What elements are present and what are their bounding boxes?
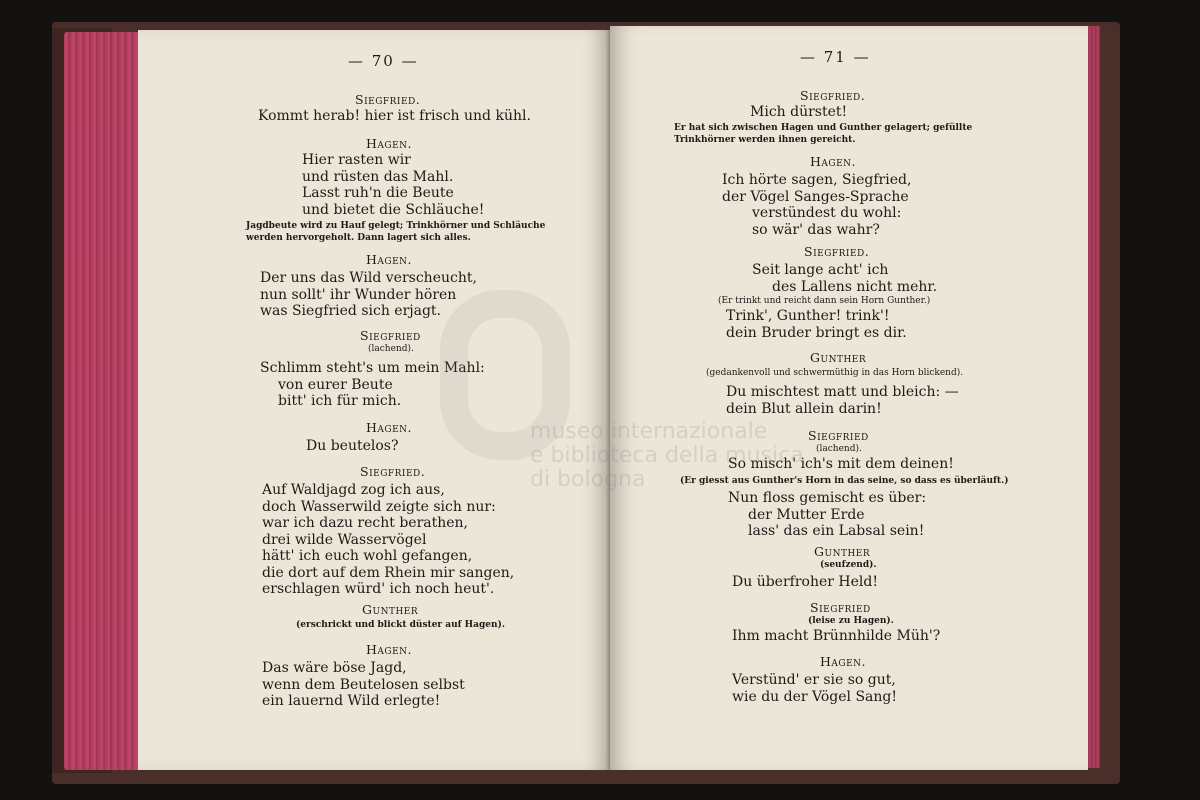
verse-line: bitt' ich für mich. [278, 393, 402, 409]
verse-line: Ihm macht Brünnhilde Müh'? [732, 628, 941, 644]
direction-line: Trinkhörner werden ihnen gereicht. [674, 135, 856, 145]
direction-line: werden hervorgeholt. Dann lagert sich alles. [246, 233, 471, 243]
verse [260, 270, 477, 320]
stage-direction [674, 122, 972, 146]
stage-direction: (Er trinkt und reicht dann sein Horn Gunther.) [718, 296, 931, 306]
page-number: — 70 — [348, 52, 419, 70]
verse [262, 482, 514, 598]
speaker: Siegfried [810, 600, 871, 615]
verse-line: erschlagen würd' ich noch heut'. [262, 581, 495, 597]
verse-line: wenn dem Beutelosen selbst [262, 676, 465, 693]
verse-line: so wär' das wahr? [752, 221, 880, 238]
page-edges-left [64, 32, 144, 770]
stage-direction [246, 220, 545, 244]
speaker: Siegfried. [800, 88, 866, 103]
verse-line: Verstünd' er sie so gut, [732, 672, 896, 688]
direction-line: Er hat sich zwischen Hagen und Gunther gelagert; gefüllte [674, 123, 973, 133]
verse-line: lass' das ein Labsal sein! [748, 523, 925, 539]
watermark-line: di bologna [530, 467, 646, 492]
speaker: Hagen. [366, 420, 413, 435]
watermark-line: museo internazionale [530, 419, 768, 444]
verse-line: Lasst ruh'n die Beute [302, 185, 454, 201]
verse [262, 660, 465, 710]
speaker-note: (lachend). [368, 344, 414, 354]
speaker-note: (leise zu Hagen). [808, 616, 894, 626]
verse [258, 108, 531, 125]
verse-line: der Mutter Erde [748, 506, 865, 523]
verse-line: von eurer Beute [278, 376, 393, 393]
verse-line: So misch' ich's mit dem deinen! [728, 456, 954, 472]
speaker-note: (erschrickt und blickt düster auf Hagen). [296, 620, 505, 630]
direction-line: Jagdbeute wird zu Hauf gelegt; Trinkhörner und Schläuche [246, 221, 546, 231]
verse-line: Ich hörte sagen, Siegfried, [722, 172, 912, 188]
verse-line: verstündest du wohl: [752, 205, 902, 221]
verse [726, 308, 907, 341]
speaker: Hagen. [820, 654, 867, 669]
verse-line: Auf Waldjagd zog ich aus, [262, 482, 445, 498]
verse-line: Du beutelos? [306, 438, 399, 454]
verse-line: hätt' ich euch wohl gefangen, [262, 548, 473, 564]
verse-line: drei wilde Wasservögel [262, 531, 427, 548]
verse-line: die dort auf dem Rhein mir sangen, [262, 564, 515, 581]
speaker: Gunther [362, 602, 419, 617]
speaker: Hagen. [810, 154, 857, 169]
right-page [610, 26, 1088, 770]
verse [728, 490, 926, 540]
verse-line: des Lallens nicht mehr. [772, 278, 938, 295]
verse-line: doch Wasserwild zeigte sich nur: [262, 498, 496, 515]
verse-line: war ich dazu recht berathen, [262, 515, 469, 531]
verse-line: der Vögel Sanges-Sprache [722, 188, 909, 205]
verse [722, 172, 911, 238]
verse [732, 628, 940, 645]
verse-line: nun sollt' ihr Wunder hören [260, 286, 457, 303]
verse-line: Du überfroher Held! [732, 574, 878, 590]
speaker: Gunther [810, 350, 867, 365]
verse [732, 672, 897, 705]
speaker: Siegfried [360, 328, 421, 343]
speaker: Hagen. [366, 252, 413, 267]
verse-line: dein Bruder bringt es dir. [726, 324, 907, 341]
speaker-note: (gedankenvoll und schwermüthig in das Horn blickend). [706, 368, 964, 378]
speaker-note: (lachend). [816, 444, 862, 454]
verse [306, 438, 398, 455]
verse-line: wie du der Vögel Sang! [732, 688, 897, 705]
verse-line: Seit lange acht' ich [752, 262, 889, 278]
verse [732, 574, 878, 591]
verse-line: und rüsten das Mahl. [302, 168, 454, 185]
verse [726, 384, 959, 417]
verse [750, 104, 847, 121]
speaker: Siegfried [808, 428, 869, 443]
verse-line: Das wäre böse Jagd, [262, 660, 407, 676]
speaker: Hagen. [366, 642, 413, 657]
verse-line: dein Blut allein darin! [726, 400, 882, 417]
stage-direction: (Er giesst aus Gunther's Horn in das seine, so dass es überläuft.) [680, 476, 1009, 486]
speaker: Hagen. [366, 136, 413, 151]
speaker: Siegfried. [355, 92, 421, 107]
speaker: Gunther [814, 544, 871, 559]
verse-line: Mich dürstet! [750, 104, 848, 120]
verse [302, 152, 484, 218]
page-number: — 71 — [800, 48, 871, 66]
verse-line: ein lauernd Wild erlegte! [262, 693, 441, 709]
speaker: Siegfried. [360, 464, 426, 479]
verse-line: Schlimm steht's um mein Mahl: [260, 360, 485, 376]
verse-line: Du mischtest matt und bleich: — [726, 384, 959, 400]
watermark [440, 420, 804, 492]
verse-line: Kommt herab! hier ist frisch und kühl. [258, 108, 531, 124]
watermark-line: e biblioteca della musica [530, 443, 804, 468]
verse-line: Der uns das Wild verscheucht, [260, 270, 477, 286]
verse-line: Nun floss gemischt es über: [728, 490, 927, 506]
verse-line: und bietet die Schläuche! [302, 201, 485, 218]
verse-line: Hier rasten wir [302, 152, 411, 168]
speaker: Siegfried. [804, 244, 870, 259]
verse [752, 262, 937, 295]
verse-line: was Siegfried sich erjagt. [260, 303, 442, 319]
verse-line: Trink', Gunther! trink'! [726, 308, 890, 324]
speaker-note: (seufzend). [820, 560, 877, 570]
